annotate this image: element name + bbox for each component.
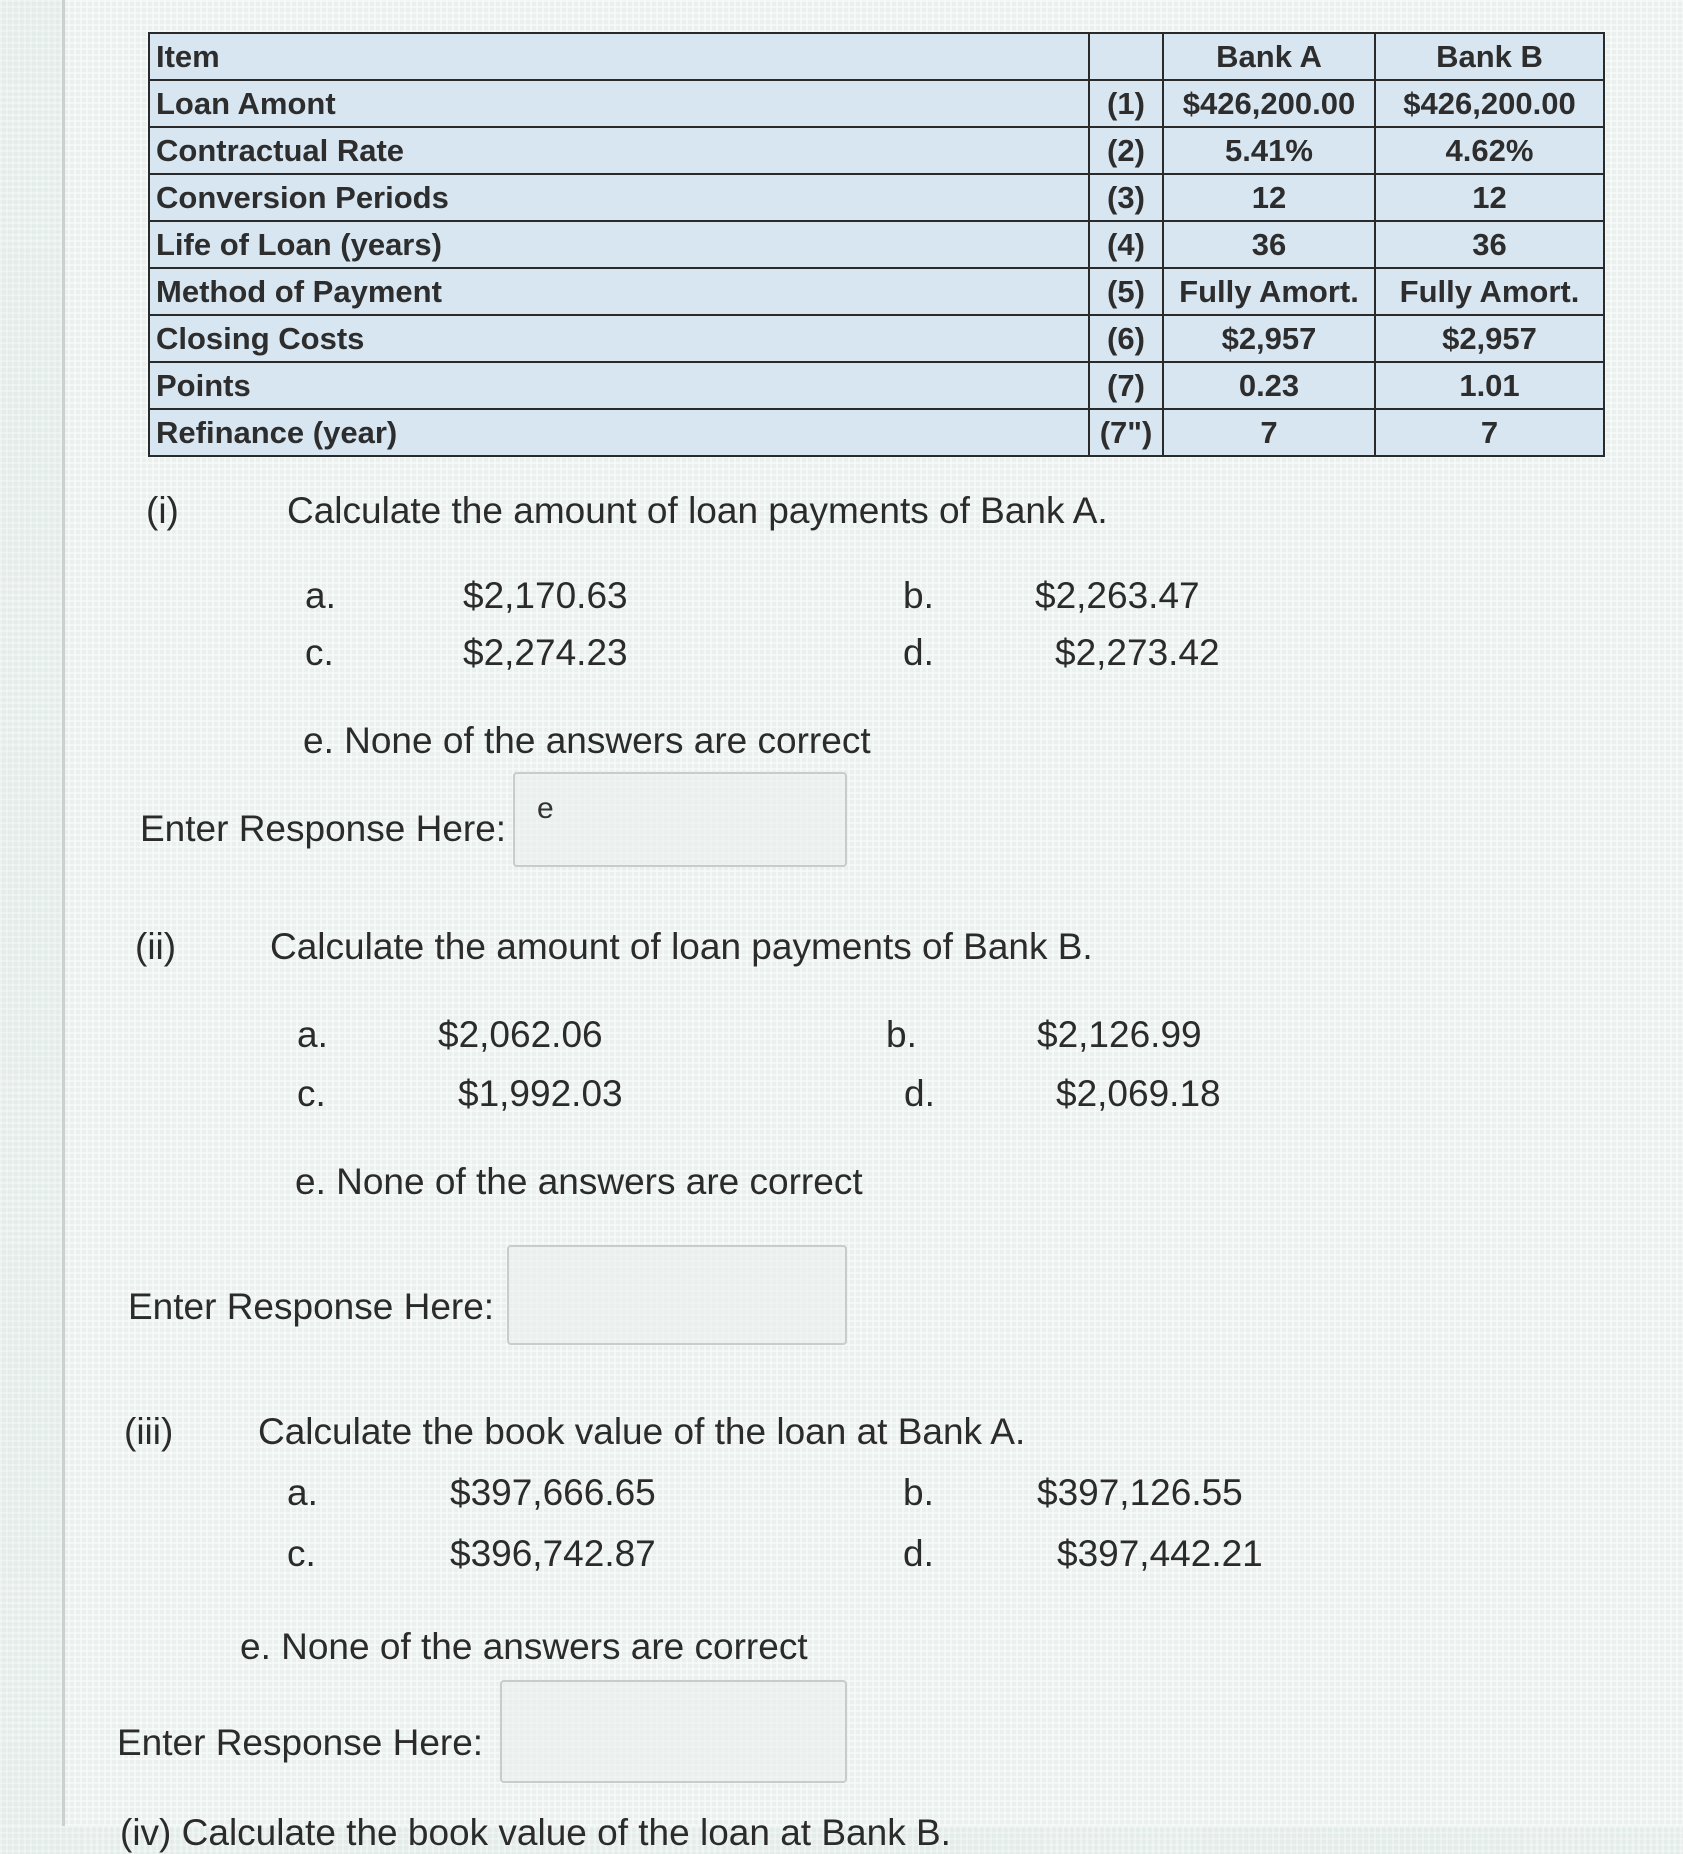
question-number: (ii) <box>135 926 177 967</box>
option-letter: c. <box>287 1533 316 1574</box>
table-row <box>149 409 1604 456</box>
option-letter: c. <box>305 632 334 673</box>
question-title: Calculate the amount of loan payments of Bank A. <box>287 490 1108 531</box>
option-value: $2,263.47 <box>1035 575 1200 616</box>
row-item: Contractual Rate <box>149 127 1089 174</box>
row-num: (6) <box>1089 315 1163 362</box>
question-number: (i) <box>146 490 179 531</box>
response-label: Enter Response Here: <box>117 1722 484 1763</box>
row-bank-a: $426,200.00 <box>1163 80 1375 127</box>
row-bank-b: 4.62% <box>1375 127 1604 174</box>
option-value: $397,442.21 <box>1057 1533 1263 1574</box>
option-letter: b. <box>886 1014 917 1055</box>
row-num: (1) <box>1089 80 1163 127</box>
row-bank-a: $2,957 <box>1163 315 1375 362</box>
table-row <box>149 221 1604 268</box>
response-input[interactable]: e <box>513 772 847 867</box>
table-row <box>149 174 1604 221</box>
row-num: (7) <box>1089 362 1163 409</box>
question-title: Calculate the book value of the loan at Bank A. <box>258 1411 1026 1452</box>
response-input[interactable] <box>507 1245 847 1345</box>
option-none: e. None of the answers are correct <box>303 720 871 761</box>
row-item: Closing Costs <box>149 315 1089 362</box>
row-bank-b: 1.01 <box>1375 362 1604 409</box>
row-bank-a: 7 <box>1163 409 1375 456</box>
option-letter: b. <box>903 1472 934 1513</box>
option-value: $396,742.87 <box>450 1533 656 1574</box>
loan-comparison-table <box>148 32 1605 457</box>
option-letter: c. <box>297 1073 326 1114</box>
option-letter: d. <box>904 1073 935 1114</box>
row-item: Conversion Periods <box>149 174 1089 221</box>
option-value: $2,062.06 <box>438 1014 603 1055</box>
question-number: (iii) <box>124 1411 174 1452</box>
option-value: $2,126.99 <box>1037 1014 1202 1055</box>
row-num: (4) <box>1089 221 1163 268</box>
response-input[interactable] <box>500 1680 847 1783</box>
option-letter: a. <box>287 1472 318 1513</box>
option-letter: a. <box>305 575 336 616</box>
table-row <box>149 268 1604 315</box>
header-item: Item <box>149 33 1089 80</box>
response-label: Enter Response Here: <box>128 1286 495 1327</box>
option-value: $2,274.23 <box>463 632 628 673</box>
option-none: e. None of the answers are correct <box>240 1626 808 1667</box>
table-header-row <box>149 33 1604 80</box>
option-letter: a. <box>297 1014 328 1055</box>
row-item: Refinance (year) <box>149 409 1089 456</box>
option-value: $1,992.03 <box>458 1073 623 1114</box>
page-edge <box>62 0 65 1826</box>
header-bank-b: Bank B <box>1375 33 1604 80</box>
header-num <box>1089 33 1163 80</box>
header-bank-a: Bank A <box>1163 33 1375 80</box>
row-item: Loan Amont <box>149 80 1089 127</box>
option-value: $397,126.55 <box>1037 1472 1243 1513</box>
row-bank-a: 36 <box>1163 221 1375 268</box>
option-letter: d. <box>903 1533 934 1574</box>
row-num: (7") <box>1089 409 1163 456</box>
row-bank-a: Fully Amort. <box>1163 268 1375 315</box>
row-bank-a: 12 <box>1163 174 1375 221</box>
table-row <box>149 362 1604 409</box>
row-bank-b: 12 <box>1375 174 1604 221</box>
row-bank-b: Fully Amort. <box>1375 268 1604 315</box>
question-title: Calculate the amount of loan payments of Bank B. <box>270 926 1093 967</box>
row-num: (2) <box>1089 127 1163 174</box>
next-question-partial: (iv) Calculate the book value of the loan at Bank B. <box>120 1812 951 1853</box>
option-value: $397,666.65 <box>450 1472 656 1513</box>
row-bank-b: 36 <box>1375 221 1604 268</box>
row-item: Points <box>149 362 1089 409</box>
row-bank-b: 7 <box>1375 409 1604 456</box>
response-label: Enter Response Here: <box>140 808 507 849</box>
row-bank-b: $426,200.00 <box>1375 80 1604 127</box>
table-row <box>149 315 1604 362</box>
option-none: e. None of the answers are correct <box>295 1161 863 1202</box>
row-item: Method of Payment <box>149 268 1089 315</box>
row-num: (3) <box>1089 174 1163 221</box>
row-item: Life of Loan (years) <box>149 221 1089 268</box>
option-letter: b. <box>903 575 934 616</box>
option-letter: d. <box>903 632 934 673</box>
table-row <box>149 80 1604 127</box>
row-bank-a: 5.41% <box>1163 127 1375 174</box>
option-value: $2,273.42 <box>1055 632 1220 673</box>
row-num: (5) <box>1089 268 1163 315</box>
row-bank-a: 0.23 <box>1163 362 1375 409</box>
option-value: $2,069.18 <box>1056 1073 1221 1114</box>
table-row <box>149 127 1604 174</box>
option-value: $2,170.63 <box>463 575 628 616</box>
row-bank-b: $2,957 <box>1375 315 1604 362</box>
